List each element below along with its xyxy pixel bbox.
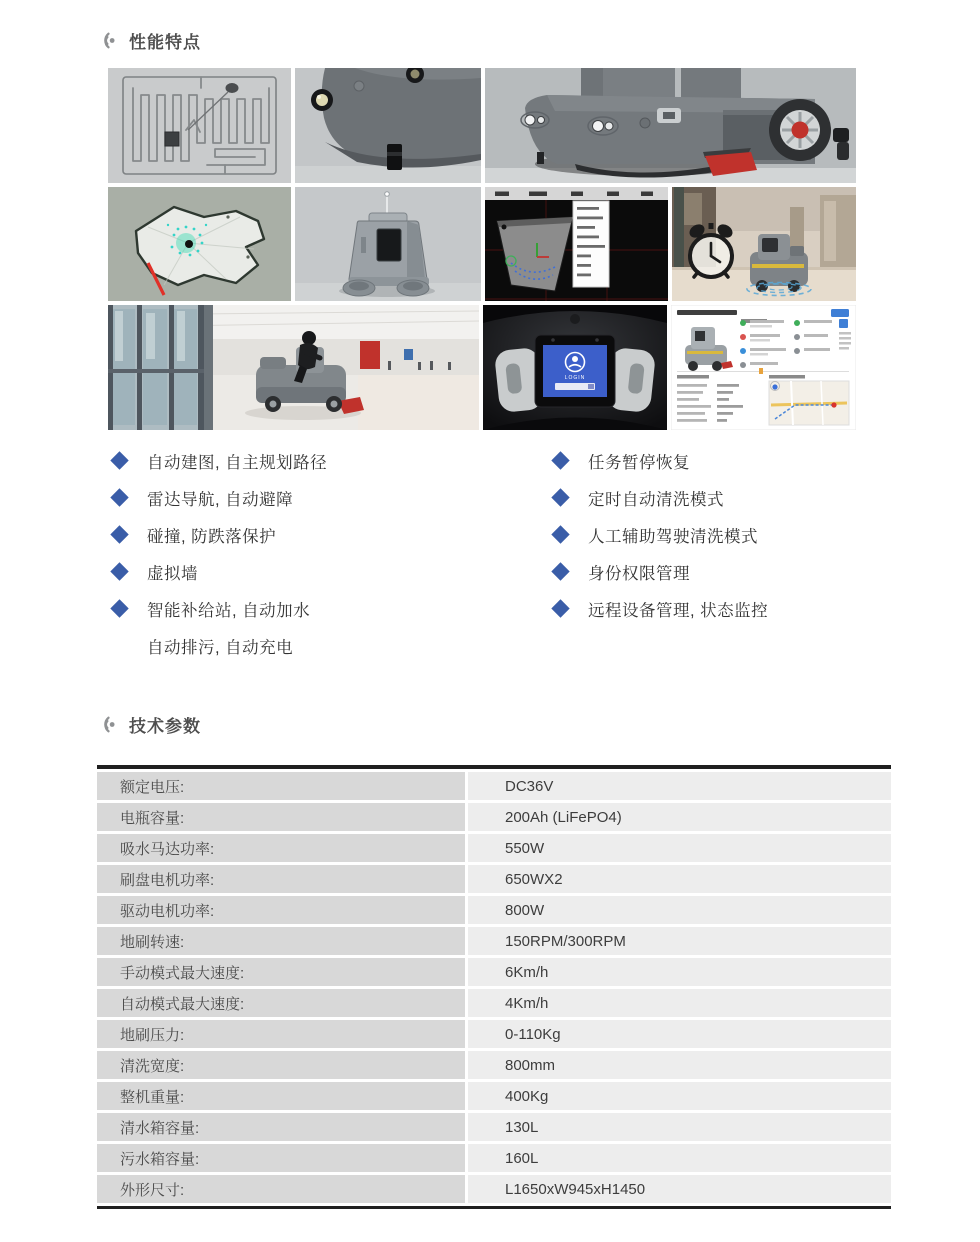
spec-label: 自动模式最大速度:: [97, 989, 465, 1017]
feature-item: [108, 442, 327, 479]
feature-item: [549, 590, 768, 627]
feature-text: 碰撞, 防跌落保护: [147, 527, 277, 546]
machine-rear-photo: [485, 68, 856, 183]
spec-label: 驱动电机功率:: [97, 896, 465, 924]
spec-value: 650WX2: [468, 865, 891, 893]
spec-value: 400Kg: [468, 1082, 891, 1110]
gallery-row-2: [108, 187, 856, 301]
diamond-bullet-icon: [551, 562, 569, 580]
features-section-header: [97, 27, 201, 53]
spec-row: [97, 1113, 891, 1141]
signal-icon: [97, 713, 120, 736]
machine-front-closeup-photo: [295, 68, 481, 183]
spec-value: 550W: [468, 834, 891, 862]
table-top-bar: [97, 765, 891, 769]
feature-item: [108, 627, 327, 664]
spec-row: [97, 803, 891, 831]
feature-text: 自动排污, 自动充电: [147, 638, 294, 657]
features-list-right: [549, 442, 768, 627]
spec-label: 清洗宽度:: [97, 1051, 465, 1079]
spec-label: 吸水马达功率:: [97, 834, 465, 862]
feature-item: [549, 516, 768, 553]
diamond-bullet-icon: [110, 525, 128, 543]
spec-label: 清水箱容量:: [97, 1113, 465, 1141]
feature-item: [108, 479, 327, 516]
feature-item: [108, 553, 327, 590]
spec-row: [97, 865, 891, 893]
diamond-bullet-icon: [551, 599, 569, 617]
feature-item: [108, 516, 327, 553]
spec-row: [97, 989, 891, 1017]
spec-row: [97, 1082, 891, 1110]
spec-row: [97, 896, 891, 924]
table-rows: [97, 772, 891, 1203]
spec-value: 130L: [468, 1113, 891, 1141]
feature-text: 智能补给站, 自动加水: [147, 601, 311, 620]
control-software-screenshot: [485, 187, 668, 301]
feature-text: 定时自动清洗模式: [588, 490, 724, 509]
login-screen-panel-photo: [483, 305, 667, 430]
diamond-bullet-icon: [110, 599, 128, 617]
spec-label: 外形尺寸:: [97, 1175, 465, 1203]
feature-text: 任务暂停恢复: [588, 453, 690, 472]
spec-row: [97, 1144, 891, 1172]
feature-text: 人工辅助驾驶清洗模式: [588, 527, 758, 546]
feature-item: [549, 553, 768, 590]
diamond-bullet-icon: [110, 488, 128, 506]
login-screen-label: LOGIN: [564, 375, 586, 381]
spec-value: L1650xW945xH1450: [468, 1175, 891, 1203]
spec-value: 200Ah (LiFePO4): [468, 803, 891, 831]
feature-item: [549, 479, 768, 516]
spec-row: [97, 927, 891, 955]
spec-value: 4Km/h: [468, 989, 891, 1017]
fleet-dashboard-screenshot: [671, 305, 856, 430]
cleaning-path-diagram: [108, 68, 291, 183]
spec-row: [97, 1020, 891, 1048]
spec-label: 手动模式最大速度:: [97, 958, 465, 986]
spec-label: 地刷转速:: [97, 927, 465, 955]
spec-label: 地刷压力:: [97, 1020, 465, 1048]
feature-item: [108, 590, 327, 627]
spec-value: 800mm: [468, 1051, 891, 1079]
features-list-left: [108, 442, 327, 664]
spec-table: [97, 765, 891, 1209]
spec-value: DC36V: [468, 772, 891, 800]
diamond-bullet-icon: [110, 562, 128, 580]
spec-value: 800W: [468, 896, 891, 924]
feature-item: [549, 442, 768, 479]
feature-text: 雷达导航, 自动避障: [147, 490, 294, 509]
feature-text: 自动建图, 自主规划路径: [147, 453, 328, 472]
diamond-bullet-icon: [110, 451, 128, 469]
spec-label: 额定电压:: [97, 772, 465, 800]
table-bottom-bar: [97, 1206, 891, 1209]
signal-icon: [97, 29, 120, 52]
specs-section-header: [97, 711, 201, 737]
spec-value: 150RPM/300RPM: [468, 927, 891, 955]
spec-value: 0-110Kg: [468, 1020, 891, 1048]
spec-label: 电瓶容量:: [97, 803, 465, 831]
section-title: 技术参数: [129, 716, 201, 736]
spec-label: 污水箱容量:: [97, 1144, 465, 1172]
spec-label: 整机重量:: [97, 1082, 465, 1110]
feature-text: 远程设备管理, 状态监控: [588, 601, 769, 620]
gallery-row-1: [108, 68, 856, 183]
spec-value: 6Km/h: [468, 958, 891, 986]
mini-map: [769, 381, 849, 425]
scheduled-cleaning-illustration: [672, 187, 856, 301]
diamond-bullet-icon: [551, 488, 569, 506]
feature-text: 身份权限管理: [588, 564, 690, 583]
spec-row: [97, 772, 891, 800]
water-refill-station-photo: [295, 187, 481, 301]
spec-row: [97, 1175, 891, 1203]
gallery-row-3: [108, 305, 856, 430]
section-title: 性能特点: [129, 32, 201, 52]
spec-row: [97, 1051, 891, 1079]
spec-value: 160L: [468, 1144, 891, 1172]
riding-operation-photo: [108, 305, 479, 430]
spec-row: [97, 958, 891, 986]
feature-text: 虚拟墙: [147, 564, 198, 583]
spec-row: [97, 834, 891, 862]
lidar-map-screenshot: [108, 187, 291, 301]
diamond-bullet-icon: [551, 525, 569, 543]
diamond-bullet-icon: [551, 451, 569, 469]
spec-label: 刷盘电机功率:: [97, 865, 465, 893]
